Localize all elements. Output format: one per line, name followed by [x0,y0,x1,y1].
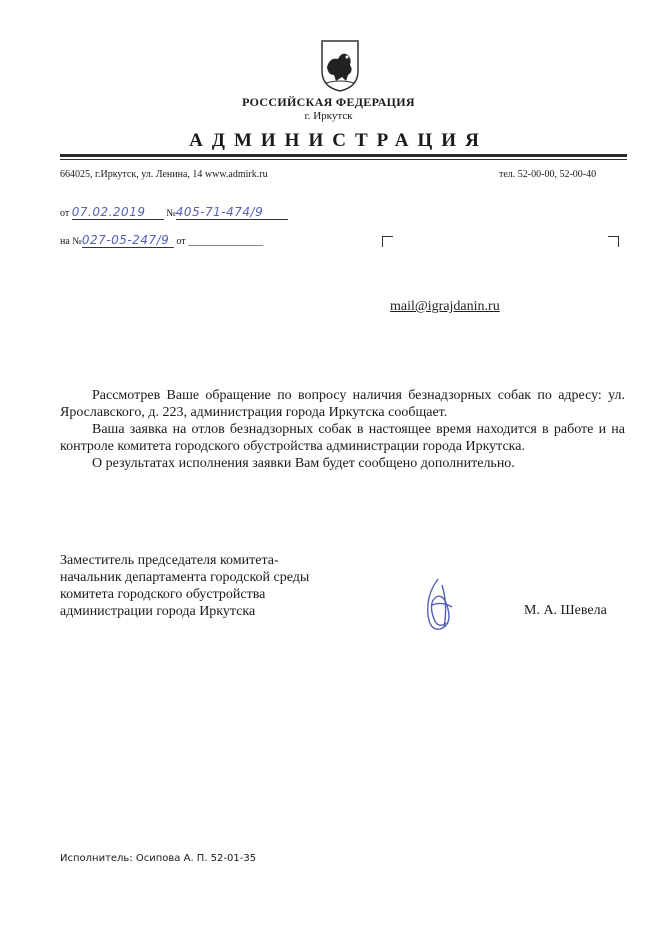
signatory-position-line: начальник департамента городской среды [60,570,310,585]
incoming-date-blank: _______________ [188,236,264,247]
organization-phone: тел. 52-00-00, 52-00-40 [499,169,597,180]
signatory-position-line: Заместитель председателя комитета- [60,553,279,568]
signatory-name: М. А. Шевела [524,603,607,618]
signatory-position-line: администрации города Иркутска [60,604,256,619]
document-title: АДМИНИСТРАЦИЯ [189,130,488,151]
recipient-email: mail@igrajdanin.ru [390,299,500,314]
to-date-label: от [176,236,186,247]
incoming-number: 027-05-247/9 [82,233,174,248]
header-rule-thick [60,154,627,157]
header-rule-thin [60,159,627,160]
outgoing-number: 405-71-474/9 [176,205,288,220]
from-label: от [60,208,70,219]
outgoing-date: 07.02.2019 [72,205,164,220]
recipient-bracket-right [608,236,619,247]
city-name: г. Иркутск [304,110,353,122]
organization-address: 664025, г.Иркутск, ул. Ленина, 14 www.admirk.ru [60,169,268,180]
to-number-label: на № [60,236,82,247]
body-paragraph: Рассмотрев Ваше обращение по вопросу наличия безнадзорных собак по адресу: ул. Ярославского, д. 223, администрация города Иркутска сообщает. [60,388,625,420]
signatory-position [60,552,309,620]
letter-body [60,387,625,472]
number-label: № [166,208,176,219]
recipient-bracket-left [382,236,393,247]
signatory-position-line: комитета городского обустройства [60,587,266,602]
body-paragraph: Ваша заявка на отлов безнадзорных собак в настоящее время находится в работе и на контроле комитета городского обустройства администрации города Иркутска. [60,422,625,454]
handwritten-signature [418,575,460,635]
country-name: РОССИЙСКАЯ ФЕДЕРАЦИЯ [242,95,415,109]
incoming-reference [60,233,263,248]
irkutsk-coat-of-arms-icon [318,37,362,93]
body-paragraph: О результатах исполнения заявки Вам будет сообщено дополнительно. [92,456,515,471]
outgoing-reference [60,205,288,220]
executor-info: Исполнитель: Осипова А. П. 52-01-35 [60,853,257,864]
